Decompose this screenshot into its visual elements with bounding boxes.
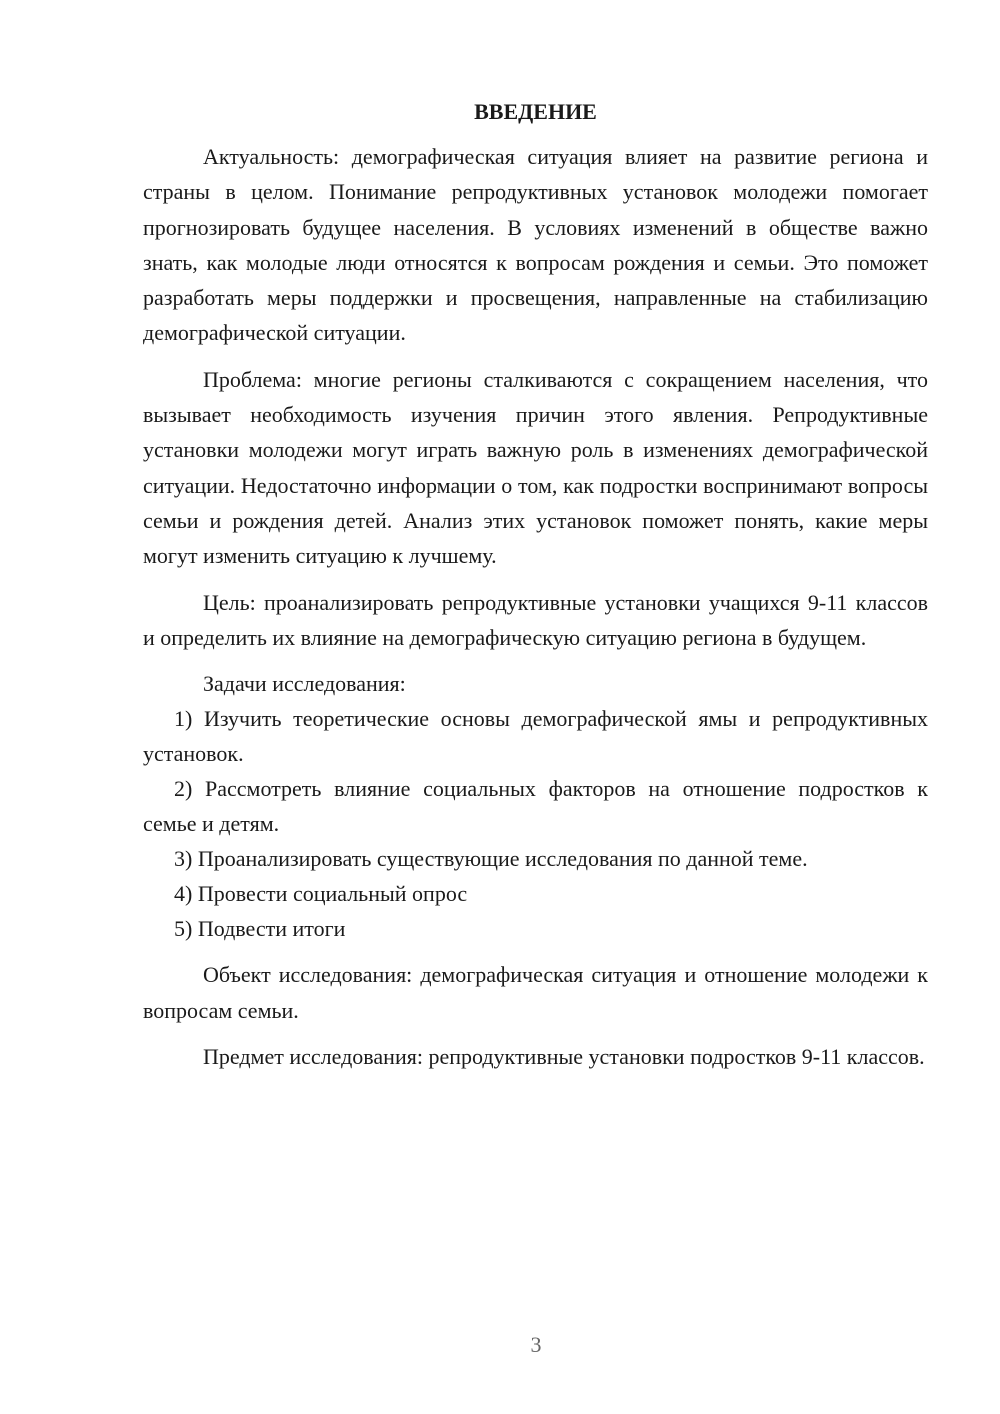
paragraph-object: Объект исследования: демографическая ситуация и отношение молодежи к вопросам семьи.: [143, 962, 928, 1023]
paragraph-goal: Цель: проанализировать репродуктивные установки учащихся 9-11 классов и определить их влияние на демографическую ситуацию региона в будущем.: [143, 589, 928, 650]
page-content: [143, 94, 928, 1074]
task-item-5: 5) Подвести итоги: [174, 916, 346, 942]
page-number: 3: [530, 1332, 542, 1357]
task-item-3: 3) Проанализировать существующие исследования по данной теме.: [174, 846, 808, 872]
task-item-1: 1) Изучить теоретические основы демографической ямы и репродуктивных установок.: [143, 706, 928, 767]
paragraph-relevance: Актуальность: демографическая ситуация влияет на развитие региона и страны в целом. Понимание репродуктивных установок молодежи помогает прогнозировать будущее населения. В условиях изменений в обществе важно знать, как молодые люди относятся к вопросам рождения и семьи. Это поможет разработать меры поддержки и просвещения, направленные на стабилизацию демографической ситуации.: [143, 144, 928, 346]
tasks-heading: Задачи исследования:: [203, 671, 406, 697]
paragraph-subject: Предмет исследования: репродуктивные установки подростков 9-11 классов.: [203, 1044, 925, 1070]
task-item-4: 4) Провести социальный опрос: [174, 881, 468, 907]
page-title: ВВЕДЕНИЕ: [474, 99, 597, 124]
paragraph-problem: Проблема: многие регионы сталкиваются с сокращением населения, что вызывает необходимость изучения причин этого явления. Репродуктивные установки молодежи могут играть важную роль в изменениях демографической ситуации. Недостаточно информации о том, как подростки воспринимают вопросы семьи и рождения детей. Анализ этих установок поможет понять, какие меры могут изменить ситуацию к лучшему.: [143, 366, 928, 569]
task-item-2: 2) Рассмотреть влияние социальных факторов на отношение подростков к семье и детям.: [143, 776, 928, 837]
